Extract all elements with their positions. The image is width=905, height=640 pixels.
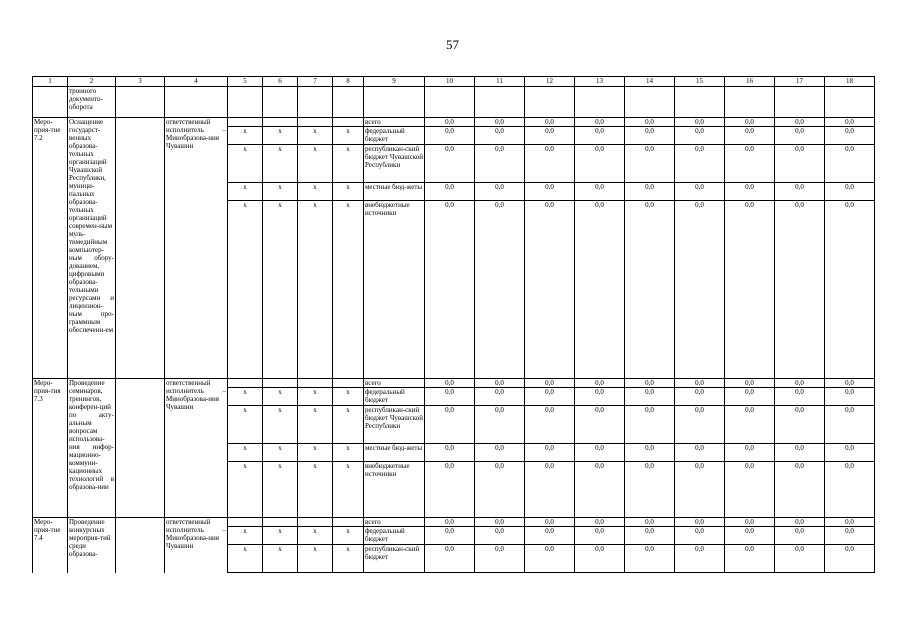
amount-cell: 0,0 [825,527,875,545]
amount-cell: 0,0 [625,201,675,379]
code-cell: x [228,406,263,444]
table-cell [575,87,625,118]
amount-cell: 0,0 [575,183,625,201]
amount-cell: 0,0 [525,527,575,545]
amount-cell: 0,0 [775,518,825,527]
measure-description: Оснащение государст-венных образова-тельных организаций Чувашской Республики, муници-пальных образова-тельных организаций современ-ным муль-тимедийным компьютер-ным обору-дованием, цифровыми образова-тельными ресурсами и лицензион-ным про-граммным обеспечени-ем [68,118,116,379]
amount-cell: 0,0 [675,462,725,518]
column-header: 9 [364,77,425,87]
amount-cell: 0,0 [675,127,725,145]
amount-cell: 0,0 [475,127,525,145]
code-cell [228,379,263,388]
amount-cell: 0,0 [775,145,825,183]
table-cell [775,87,825,118]
table-row [33,518,875,527]
amount-cell: 0,0 [525,462,575,518]
code-cell: x [298,545,333,573]
code-cell: x [263,444,298,462]
amount-cell: 0,0 [525,201,575,379]
amount-cell: 0,0 [425,406,475,444]
code-cell: x [333,201,364,379]
amount-cell: 0,0 [625,118,675,127]
table-cell [116,87,165,118]
amount-cell: 0,0 [525,183,575,201]
amount-cell: 0,0 [725,518,775,527]
code-cell: x [228,201,263,379]
amount-cell: 0,0 [675,518,725,527]
amount-cell: 0,0 [625,527,675,545]
amount-cell: 0,0 [825,462,875,518]
column-header: 3 [116,77,165,87]
code-cell [263,518,298,527]
code-cell: x [228,388,263,406]
amount-cell: 0,0 [775,545,825,573]
amount-cell: 0,0 [525,145,575,183]
funding-source: республикан-ский бюджет Чувашской Республики [364,406,425,444]
col3-cell [116,118,165,379]
code-cell [228,518,263,527]
code-cell [263,118,298,127]
code-cell: x [333,406,364,444]
table-cell [625,87,675,118]
amount-cell: 0,0 [575,127,625,145]
amount-cell: 0,0 [675,379,725,388]
amount-cell: 0,0 [425,518,475,527]
amount-cell: 0,0 [575,118,625,127]
amount-cell: 0,0 [775,183,825,201]
amount-cell: 0,0 [675,145,725,183]
amount-cell: 0,0 [425,379,475,388]
amount-cell: 0,0 [825,406,875,444]
amount-cell: 0,0 [825,145,875,183]
amount-cell: 0,0 [825,518,875,527]
amount-cell: 0,0 [675,527,725,545]
amount-cell: 0,0 [425,183,475,201]
amount-cell: 0,0 [825,201,875,379]
column-header: 4 [165,77,228,87]
amount-cell: 0,0 [825,388,875,406]
column-header: 13 [575,77,625,87]
amount-cell: 0,0 [625,545,675,573]
amount-cell: 0,0 [525,379,575,388]
amount-cell: 0,0 [475,379,525,388]
amount-cell: 0,0 [825,444,875,462]
amount-cell: 0,0 [675,545,725,573]
measure-description: Проведение семинаров, тренингов, конферен-ций по акту-альным вопросам использова-ния инфор-мационно-коммуни-кационных технологий в образова-нии [68,379,116,518]
funding-source: всего [364,518,425,527]
funding-source: республикан-ский бюджет Чувашской Республики [364,145,425,183]
code-cell: x [263,527,298,545]
code-cell: x [298,527,333,545]
code-cell: x [333,145,364,183]
amount-cell: 0,0 [775,406,825,444]
table-cell [725,87,775,118]
amount-cell: 0,0 [775,462,825,518]
code-cell: x [298,444,333,462]
funding-source: внебюджетные источники [364,201,425,379]
amount-cell: 0,0 [575,518,625,527]
code-cell: x [298,183,333,201]
amount-cell: 0,0 [725,145,775,183]
responsible-executor: ответственный исполнитель – Минобразова-ния Чувашии [165,118,228,379]
amount-cell: 0,0 [825,545,875,573]
amount-cell: 0,0 [825,379,875,388]
amount-cell: 0,0 [725,406,775,444]
amount-cell: 0,0 [525,406,575,444]
amount-cell: 0,0 [725,127,775,145]
code-cell: x [298,462,333,518]
amount-cell: 0,0 [775,201,825,379]
amount-cell: 0,0 [625,518,675,527]
amount-cell: 0,0 [725,183,775,201]
funding-source: внебюджетные источники [364,462,425,518]
responsible-executor: ответственный исполнитель – Минобразова-ния Чувашии [165,518,228,573]
column-header: 14 [625,77,675,87]
table-cell [364,87,425,118]
column-header: 2 [68,77,116,87]
amount-cell: 0,0 [575,462,625,518]
code-cell: x [228,444,263,462]
table-cell [228,87,263,118]
amount-cell: 0,0 [725,462,775,518]
measure-label: Меро-прия-тие 7.4 [33,518,68,573]
table-cell [298,87,333,118]
table-row [33,379,875,388]
amount-cell: 0,0 [575,145,625,183]
measure-description: тронного документо-оборота [68,87,116,118]
amount-cell: 0,0 [775,379,825,388]
code-cell: x [333,388,364,406]
column-header: 18 [825,77,875,87]
code-cell: x [263,183,298,201]
table-cell [333,87,364,118]
column-header: 11 [475,77,525,87]
funding-source: всего [364,118,425,127]
amount-cell: 0,0 [575,545,625,573]
table-cell [825,87,875,118]
amount-cell: 0,0 [525,127,575,145]
amount-cell: 0,0 [675,183,725,201]
amount-cell: 0,0 [775,527,825,545]
amount-cell: 0,0 [425,388,475,406]
amount-cell: 0,0 [675,444,725,462]
code-cell: x [263,145,298,183]
table-cell [675,87,725,118]
column-header: 7 [298,77,333,87]
amount-cell: 0,0 [675,388,725,406]
amount-cell: 0,0 [575,406,625,444]
amount-cell: 0,0 [825,127,875,145]
code-cell [333,518,364,527]
amount-cell: 0,0 [475,183,525,201]
amount-cell: 0,0 [575,444,625,462]
code-cell [298,518,333,527]
amount-cell: 0,0 [775,127,825,145]
code-cell: x [333,462,364,518]
amount-cell: 0,0 [625,379,675,388]
code-cell: x [263,201,298,379]
table-cell [263,87,298,118]
amount-cell: 0,0 [475,527,525,545]
code-cell: x [333,527,364,545]
funding-source: местные бюд-жеты [364,444,425,462]
amount-cell: 0,0 [575,379,625,388]
code-cell: x [228,127,263,145]
amount-cell: 0,0 [775,444,825,462]
column-header: 5 [228,77,263,87]
amount-cell: 0,0 [725,118,775,127]
amount-cell: 0,0 [425,127,475,145]
amount-cell: 0,0 [425,444,475,462]
code-cell: x [333,127,364,145]
column-header: 16 [725,77,775,87]
code-cell: x [298,388,333,406]
table-cell [475,87,525,118]
measure-label: Меро-прия-тия 7.3 [33,379,68,518]
funding-source: федеральный бюджет [364,388,425,406]
amount-cell: 0,0 [625,145,675,183]
amount-cell: 0,0 [425,145,475,183]
amount-cell: 0,0 [425,201,475,379]
amount-cell: 0,0 [625,388,675,406]
funding-source: местные бюд-жеты [364,183,425,201]
code-cell: x [228,545,263,573]
code-cell: x [228,183,263,201]
column-header: 12 [525,77,575,87]
col3-cell [116,379,165,518]
amount-cell: 0,0 [725,379,775,388]
code-cell [263,379,298,388]
code-cell: x [263,406,298,444]
row-label [33,87,68,118]
column-header: 17 [775,77,825,87]
amount-cell: 0,0 [675,406,725,444]
table-row [33,118,875,127]
amount-cell: 0,0 [725,545,775,573]
column-header: 10 [425,77,475,87]
amount-cell: 0,0 [525,444,575,462]
amount-cell: 0,0 [725,201,775,379]
amount-cell: 0,0 [575,388,625,406]
table-cell [165,87,228,118]
budget-table [32,76,875,573]
amount-cell: 0,0 [475,201,525,379]
table-body [33,77,875,573]
table-row [33,87,875,118]
measure-label: Меро-прия-тие 7.2 [33,118,68,379]
code-cell [228,118,263,127]
amount-cell: 0,0 [525,118,575,127]
amount-cell: 0,0 [475,406,525,444]
amount-cell: 0,0 [475,388,525,406]
code-cell [298,118,333,127]
code-cell: x [228,145,263,183]
amount-cell: 0,0 [475,462,525,518]
code-cell: x [333,183,364,201]
column-header: 15 [675,77,725,87]
amount-cell: 0,0 [475,118,525,127]
code-cell [333,118,364,127]
column-header: 8 [333,77,364,87]
amount-cell: 0,0 [525,388,575,406]
amount-cell: 0,0 [575,201,625,379]
code-cell: x [263,545,298,573]
code-cell: x [298,201,333,379]
amount-cell: 0,0 [775,118,825,127]
amount-cell: 0,0 [575,527,625,545]
code-cell: x [298,127,333,145]
amount-cell: 0,0 [675,118,725,127]
amount-cell: 0,0 [825,118,875,127]
table-cell [425,87,475,118]
amount-cell: 0,0 [525,545,575,573]
funding-source: федеральный бюджет [364,527,425,545]
amount-cell: 0,0 [425,527,475,545]
amount-cell: 0,0 [425,118,475,127]
code-cell: x [263,462,298,518]
amount-cell: 0,0 [475,518,525,527]
amount-cell: 0,0 [675,201,725,379]
code-cell: x [298,406,333,444]
code-cell: x [263,127,298,145]
column-header: 1 [33,77,68,87]
code-cell: x [263,388,298,406]
amount-cell: 0,0 [625,406,675,444]
page-number: 57 [446,37,459,52]
code-cell: x [333,545,364,573]
amount-cell: 0,0 [725,388,775,406]
measure-description: Проведение конкурсных мероприя-тий среди образова- [68,518,116,573]
amount-cell: 0,0 [475,145,525,183]
code-cell: x [333,444,364,462]
amount-cell: 0,0 [625,444,675,462]
amount-cell: 0,0 [775,388,825,406]
code-cell: x [228,462,263,518]
funding-source: всего [364,379,425,388]
amount-cell: 0,0 [525,518,575,527]
amount-cell: 0,0 [625,127,675,145]
amount-cell: 0,0 [425,462,475,518]
responsible-executor: ответственный исполнитель – Минобразова-ния Чувашии [165,379,228,518]
code-cell [298,379,333,388]
amount-cell: 0,0 [625,183,675,201]
amount-cell: 0,0 [725,527,775,545]
column-header: 6 [263,77,298,87]
code-cell: x [298,145,333,183]
funding-source: федеральный бюджет [364,127,425,145]
header-row [33,77,875,87]
amount-cell: 0,0 [725,444,775,462]
amount-cell: 0,0 [475,444,525,462]
table-cell [525,87,575,118]
amount-cell: 0,0 [475,545,525,573]
col3-cell [116,518,165,573]
code-cell [333,379,364,388]
amount-cell: 0,0 [425,545,475,573]
amount-cell: 0,0 [625,462,675,518]
amount-cell: 0,0 [825,183,875,201]
code-cell: x [228,527,263,545]
funding-source: республикан-ский бюджет [364,545,425,573]
